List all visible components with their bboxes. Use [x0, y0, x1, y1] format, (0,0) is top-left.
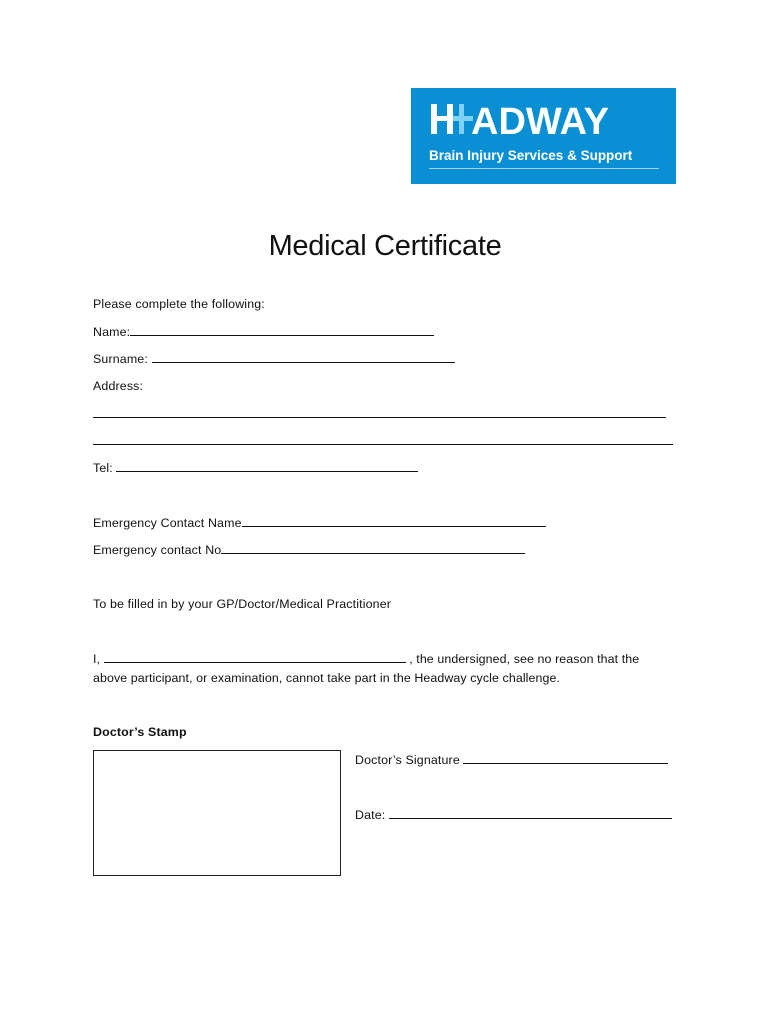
address-line-1[interactable]	[93, 406, 666, 421]
page-title: Medical Certificate	[268, 230, 502, 262]
date-blank[interactable]	[389, 807, 672, 819]
tel-blank[interactable]	[116, 460, 418, 472]
address-label: Address:	[93, 379, 144, 393]
doctor-stamp-box[interactable]	[93, 750, 341, 876]
declaration-paragraph	[93, 650, 693, 688]
date-label: Date:	[355, 808, 386, 822]
logo-tagline: Brain Injury Services & Support	[429, 148, 633, 163]
signature-label: Doctor’s Signature	[355, 753, 460, 767]
headway-logo	[411, 88, 676, 184]
logo-divider	[429, 168, 659, 169]
tel-field[interactable]	[93, 460, 418, 475]
address-blank-1[interactable]	[93, 406, 666, 418]
date-field[interactable]	[355, 807, 672, 822]
wordmark-text: ADWAY	[471, 101, 609, 142]
emergency-name-field[interactable]	[93, 515, 546, 530]
surname-blank[interactable]	[152, 351, 455, 363]
name-label: Name:	[93, 325, 131, 339]
stamp-label: Doctor’s Stamp	[93, 725, 187, 739]
headway-wordmark	[429, 96, 669, 142]
declaration-line-2: above participant, or examination, cannot take part in the Headway cycle challenge.	[93, 671, 561, 685]
emergency-name-blank[interactable]	[242, 515, 546, 527]
address-blank-2[interactable]	[93, 433, 673, 445]
address-line-2[interactable]	[93, 433, 673, 448]
declaration-prefix: I,	[93, 652, 101, 666]
declaration-line-1	[93, 650, 693, 669]
surname-field[interactable]	[93, 351, 455, 366]
name-field[interactable]	[93, 324, 434, 339]
surname-label: Surname:	[93, 352, 148, 366]
tel-label: Tel:	[93, 461, 113, 475]
emergency-no-field[interactable]	[93, 542, 525, 557]
declaration-text: , the undersigned, see no reason that the	[409, 652, 640, 666]
emergency-name-label: Emergency Contact Name	[93, 516, 242, 530]
emergency-no-label: Emergency contact No	[93, 543, 222, 557]
signature-field[interactable]	[355, 752, 668, 767]
gp-section-heading: To be filled in by your GP/Doctor/Medical Practitioner	[93, 597, 392, 611]
name-blank[interactable]	[130, 324, 434, 336]
intro-text: Please complete the following:	[93, 297, 265, 311]
doctor-name-blank[interactable]	[104, 651, 406, 663]
emergency-no-blank[interactable]	[221, 542, 525, 554]
signature-blank[interactable]	[463, 752, 668, 764]
